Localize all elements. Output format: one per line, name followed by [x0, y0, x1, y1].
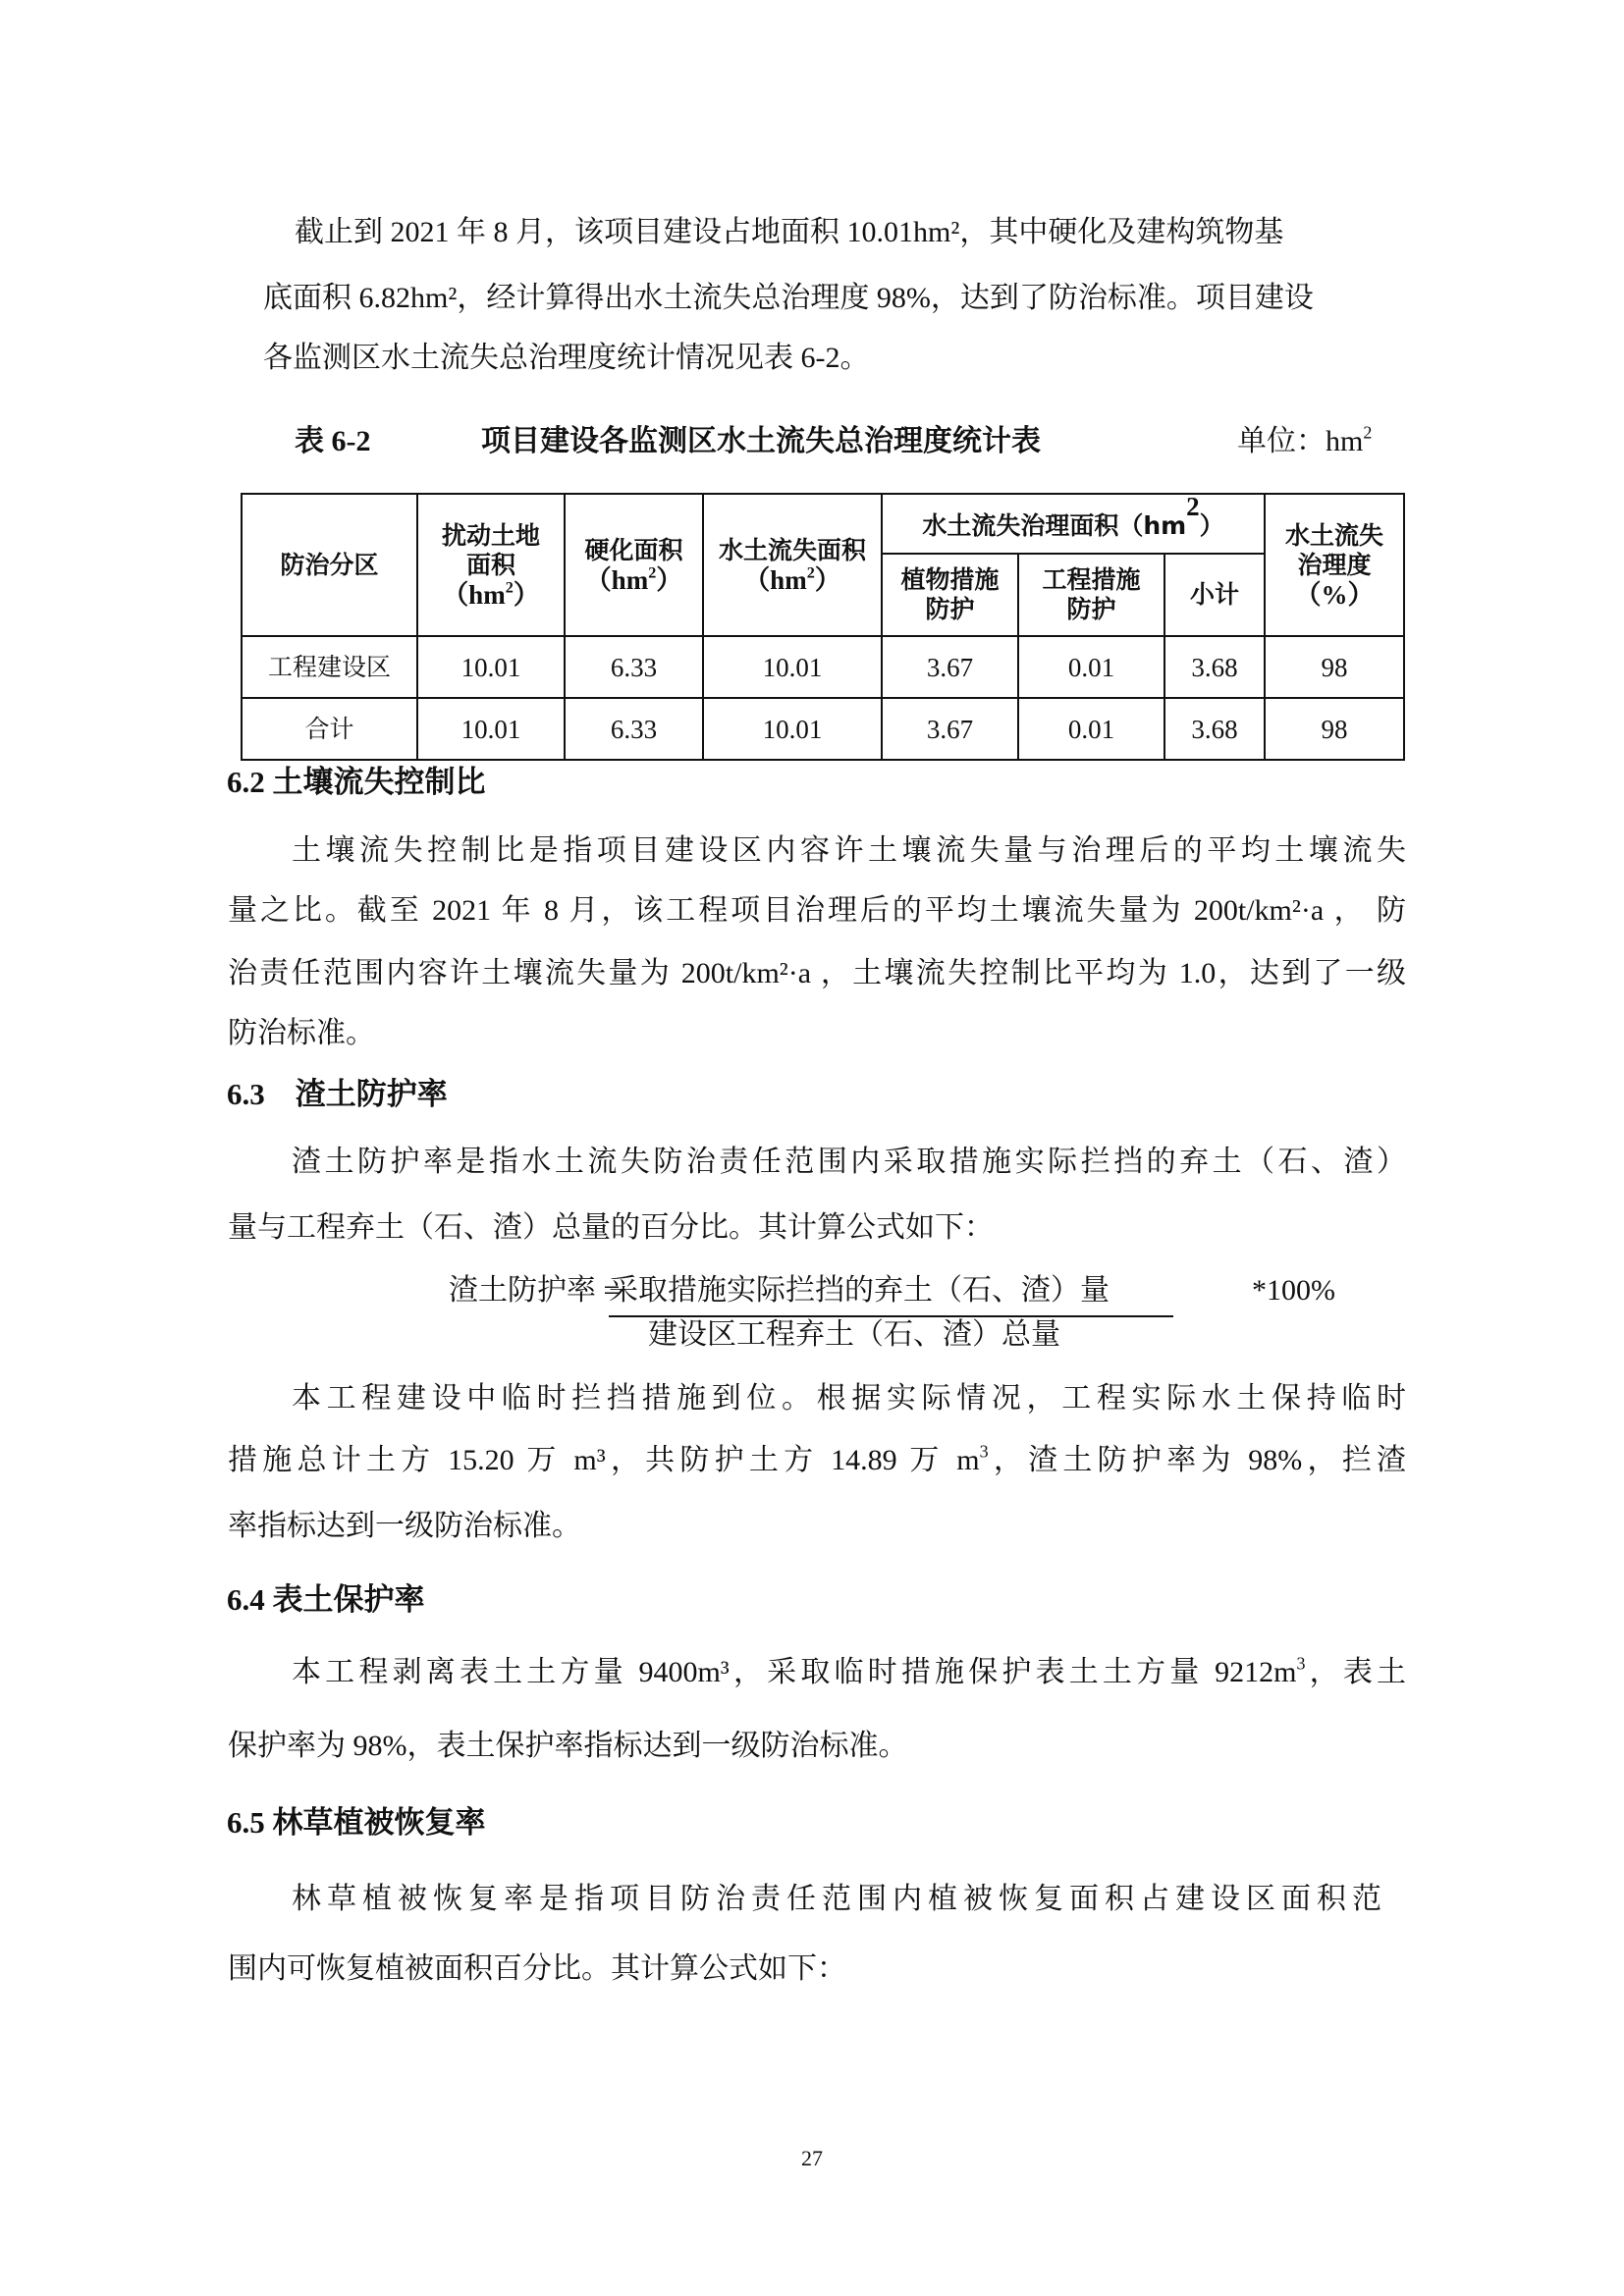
table-unit-sup: 2 — [1363, 422, 1373, 443]
intro-line-2: 底面积 6.82hm²，经计算得出水土流失总治理度 98%，达到了防治标准。项目建设 — [263, 282, 1314, 314]
s63-line-1: 渣土防护率是指水土流失防治责任范围内采取措施实际拦挡的弃土（石、渣） — [292, 1146, 1406, 1178]
unit-sup: 2 — [806, 563, 815, 582]
unit-close: ） — [656, 564, 683, 595]
unit-sup: 2 — [505, 578, 514, 597]
cell-plant: 3.67 — [882, 698, 1018, 760]
table-row — [242, 698, 1404, 760]
formula-numerator: 采取措施实际拦挡的弃土（石、渣）量 — [609, 1274, 1110, 1307]
header-plant-line2: 防护 — [925, 595, 975, 623]
cell-degree: 98 — [1265, 636, 1404, 698]
s63-after-line-2 — [228, 1443, 1406, 1478]
header-plant-line1: 植物措施 — [900, 565, 1000, 594]
s64-line-1-tail: ，表土 — [1305, 1656, 1407, 1688]
unit-text: （hm — [584, 564, 649, 595]
header-subtotal: 小计 — [1164, 554, 1265, 636]
cell-hardened: 6.33 — [565, 698, 703, 760]
cell-disturbed: 10.01 — [417, 636, 565, 698]
s65-line-2: 围内可恢复植被面积百分比。其计算公式如下： — [228, 1952, 846, 1985]
header-degree-unit: （%） — [1294, 579, 1375, 610]
cell-loss-area: 10.01 — [703, 636, 882, 698]
header-treated-group — [882, 494, 1265, 554]
formula-denominator: 建设区工程弃土（石、渣）总量 — [648, 1318, 1060, 1351]
cell-engineering: 0.01 — [1018, 698, 1164, 760]
stats-table — [241, 493, 1405, 761]
intro-line-3: 各监测区水土流失总治理度统计情况见表 6-2。 — [263, 342, 870, 374]
page-number: 27 — [801, 2146, 823, 2170]
header-disturbed-line2: 面积 — [465, 550, 515, 579]
cell-zone: 工程建设区 — [242, 636, 417, 698]
cell-loss-area: 10.01 — [703, 698, 882, 760]
unit-close: ） — [513, 579, 540, 610]
cell-plant: 3.67 — [882, 636, 1018, 698]
s64-line-1-sup: 3 — [1296, 1653, 1306, 1674]
header-disturbed-area — [417, 494, 565, 636]
formula-multiplier: *100% — [1252, 1274, 1335, 1307]
cell-disturbed: 10.01 — [417, 698, 565, 760]
header-plant — [882, 554, 1018, 636]
section-6-5-heading: 6.5 林草植被恢复率 — [227, 1805, 486, 1840]
table-title: 项目建设各监测区水土流失总治理度统计表 — [481, 425, 1041, 457]
header-loss-area-label: 水土流失面积 — [718, 535, 866, 564]
header-degree — [1265, 494, 1404, 636]
s63-after-line-2-tail: ，渣土防护率为 98%，拦渣 — [988, 1444, 1406, 1476]
s63-after-line-3: 率指标达到一级防治标准。 — [228, 1510, 581, 1542]
unit-sup: 2 — [1186, 492, 1200, 522]
s63-line-2: 量与工程弃土（石、渣）总量的百分比。其计算公式如下： — [228, 1211, 994, 1244]
table-row — [242, 636, 1404, 698]
section-6-2-heading: 6.2 土壤流失控制比 — [227, 765, 486, 799]
cell-hardened: 6.33 — [565, 636, 703, 698]
intro-line-1: 截止到 2021 年 8 月，该项目建设占地面积 10.01hm²，其中硬化及建构筑物基 — [295, 216, 1284, 248]
unit-close: ） — [814, 564, 841, 595]
section-6-4-heading: 6.4 表土保护率 — [227, 1582, 425, 1617]
header-engineering-line2: 防护 — [1066, 595, 1116, 623]
s64-line-2: 保护率为 98%，表土保护率指标达到一级防治标准。 — [228, 1730, 908, 1762]
s63-after-line-2-sup: 3 — [979, 1441, 989, 1462]
header-degree-line1: 水土流失 — [1284, 520, 1383, 550]
header-zone: 防治分区 — [242, 494, 417, 636]
unit-sup: 2 — [648, 563, 657, 582]
header-degree-line2: 治理度 — [1297, 550, 1372, 579]
s64-line-1 — [292, 1655, 1406, 1690]
s63-after-line-2-text: 措施总计土方 15.20 万 m³，共防护土方 14.89 万 m — [228, 1444, 980, 1476]
header-engineering-line1: 工程措施 — [1042, 565, 1141, 594]
cell-subtotal: 3.68 — [1164, 698, 1265, 760]
cell-zone: 合计 — [242, 698, 417, 760]
header-hardened-area — [565, 494, 703, 636]
formula-lhs: 渣土防护率 = — [449, 1274, 621, 1307]
cell-degree: 98 — [1265, 698, 1404, 760]
header-hardened-label: 硬化面积 — [584, 535, 683, 564]
s62-line-3: 治责任范围内容许土壤流失量为 200t/km²·a ，土壤流失控制比平均为 1.0，达到了一级 — [228, 957, 1406, 989]
cell-subtotal: 3.68 — [1164, 636, 1265, 698]
treated-group-text: 水土流失治理面积（hm — [922, 510, 1187, 540]
header-loss-area-unit — [704, 565, 881, 595]
table-unit-label: 单位：hm — [1237, 425, 1364, 457]
s65-line-1: 林草植被恢复率是指项目防治责任范围内植被恢复面积占建设区面积范 — [292, 1883, 1381, 1915]
header-disturbed-unit — [418, 580, 564, 610]
header-engineering — [1018, 554, 1164, 636]
header-hardened-unit — [566, 565, 702, 595]
section-6-3-heading: 6.3 渣土防护率 — [227, 1077, 448, 1111]
s64-line-1-text: 本工程剥离表土土方量 9400m³，采取临时措施保护表土土方量 9212m — [292, 1656, 1297, 1688]
s62-line-1: 土壤流失控制比是指项目建设区内容许土壤流失量与治理后的平均土壤流失 — [292, 834, 1406, 867]
header-disturbed-line1: 扰动土地 — [441, 520, 540, 550]
unit-text: （hm — [743, 564, 807, 595]
s62-line-4: 防治标准。 — [228, 1017, 375, 1049]
table-number: 表 6-2 — [295, 425, 371, 457]
unit-close: ） — [1199, 510, 1224, 540]
s62-line-2: 量之比。截至 2021 年 8 月，该工程项目治理后的平均土壤流失量为 200t/km²·a ， 防 — [228, 894, 1406, 927]
table-unit — [1237, 424, 1372, 459]
cell-engineering: 0.01 — [1018, 636, 1164, 698]
unit-text: （hm — [442, 579, 506, 610]
header-loss-area — [703, 494, 882, 636]
s63-after-line-1: 本工程建设中临时拦挡措施到位。根据实际情况，工程实际水土保持临时 — [292, 1382, 1406, 1415]
